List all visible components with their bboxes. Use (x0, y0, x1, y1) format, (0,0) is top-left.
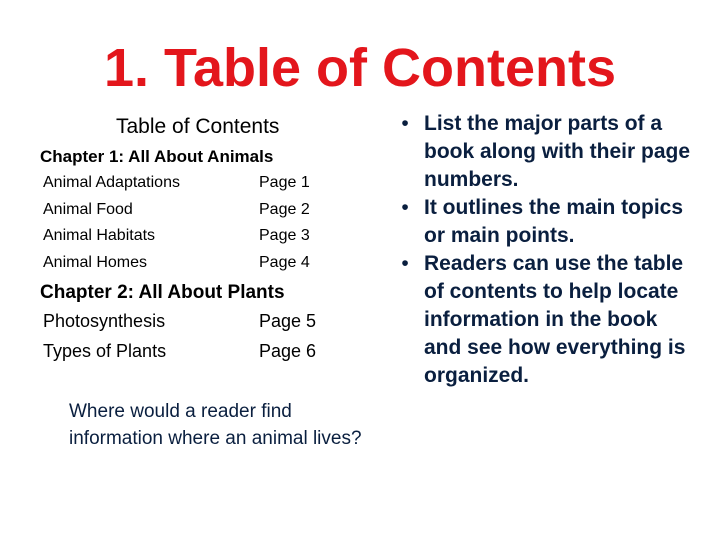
bullet-dot-icon: • (401, 252, 409, 275)
bullet-text: List the major parts of a book along with their page numbers. (424, 112, 691, 191)
slide-title: 1. Table of Contents (103, 38, 617, 98)
bullet-list (394, 110, 694, 390)
toc-entry-name: Animal Adaptations (43, 174, 180, 191)
toc-entry-page: Page 4 (259, 253, 310, 271)
toc-entry-page: Page 6 (259, 341, 317, 361)
toc-entry (43, 339, 343, 369)
bullet-item (394, 110, 694, 194)
toc-entry (43, 200, 343, 227)
bullet-dot-icon: • (401, 112, 409, 135)
toc-entry (43, 309, 343, 339)
toc-entry-name: Animal Homes (43, 253, 148, 271)
toc-entry-name: Types of Plants (43, 341, 167, 361)
bullet-section (394, 110, 694, 390)
chapter-1-title: Chapter 1: All About Animals (40, 147, 274, 166)
toc-entry (43, 173, 343, 200)
chapter-2-title: Chapter 2: All About Plants (40, 282, 285, 303)
bullet-text: Readers can use the table of contents to help locate information in the book and see how everything is organized. (424, 252, 686, 387)
toc-entry-page: Page 5 (259, 311, 317, 331)
toc-heading: Table of Contents (116, 115, 280, 138)
bullet-item (394, 250, 694, 390)
toc-entry-name: Animal Habitats (43, 227, 156, 244)
toc-entry-page: Page 1 (259, 174, 310, 191)
toc-entry (43, 226, 343, 253)
toc-entry-page: Page 3 (259, 227, 310, 244)
chapter-1-entries (43, 173, 343, 279)
bullet-dot-icon: • (401, 196, 409, 219)
bullet-item (394, 194, 694, 250)
bullet-text: It outlines the main topics or main points. (424, 196, 684, 247)
toc-entry-name: Photosynthesis (43, 311, 166, 331)
toc-entry (43, 253, 343, 280)
chapter-2-entries (43, 309, 343, 369)
toc-entry-page: Page 2 (259, 200, 310, 218)
question-text: Where would a reader find information where an animal lives? (69, 401, 362, 449)
toc-entry-name: Animal Food (43, 200, 133, 218)
